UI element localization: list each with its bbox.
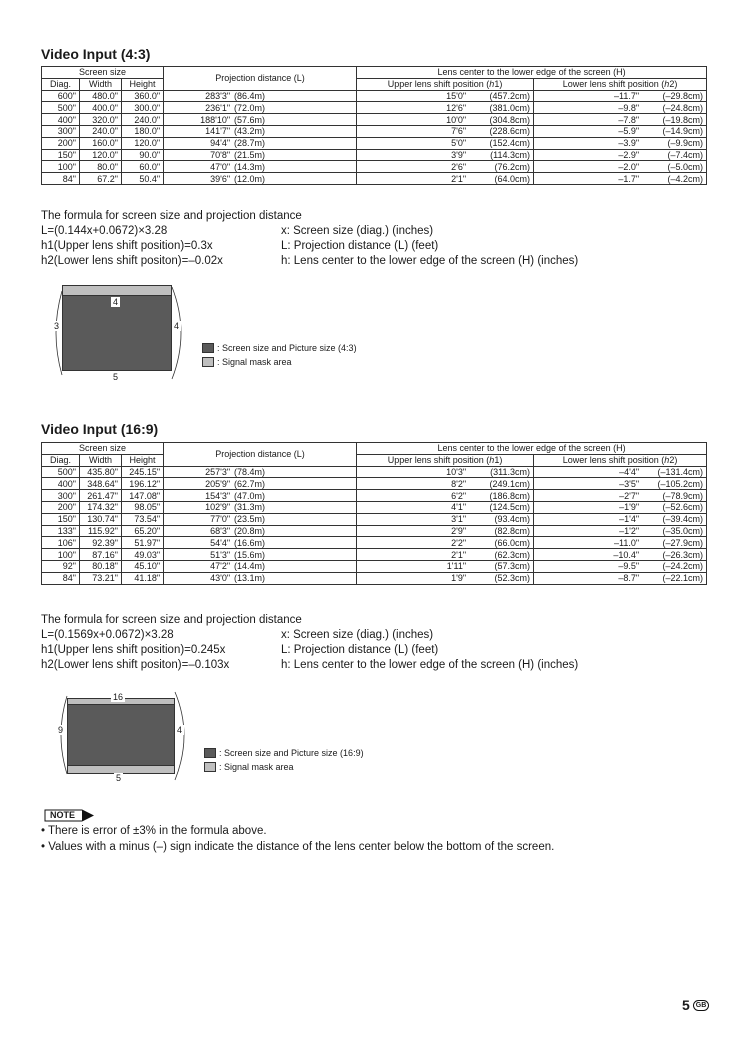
formula-l: L=(0.1569x+0.0672)×3.28 xyxy=(41,629,174,641)
cell-height: 60.0" xyxy=(122,161,164,173)
table-row xyxy=(42,125,707,137)
cell-height: 49.03" xyxy=(122,549,164,561)
cell-lower-shift: –9.5" (–24.2cm) xyxy=(534,560,707,572)
note-item: • Values with a minus (–) sign indicate the distance of the lens center below the bottom of the screen. xyxy=(41,839,554,855)
cell-projection: 236'1" (72.0m) xyxy=(164,102,357,114)
table-row xyxy=(42,137,707,149)
cell-diag: 84" xyxy=(42,572,80,584)
cell-upper-shift: 12'6" (381.0cm) xyxy=(357,102,534,114)
cell-diag: 84" xyxy=(42,173,80,185)
table-row xyxy=(42,114,707,126)
cell-width: 80.0" xyxy=(80,161,122,173)
header-height: Height xyxy=(122,78,164,90)
cell-lower-shift: –3.9" (–9.9cm) xyxy=(534,137,707,149)
cell-upper-shift: 2'6" (76.2cm) xyxy=(357,161,534,173)
note-list xyxy=(41,823,554,855)
table-row xyxy=(42,501,707,513)
diagram-label-right: 4 xyxy=(177,725,183,735)
header-width: Width xyxy=(80,454,122,466)
cell-lower-shift: –9.8" (–24.8cm) xyxy=(534,102,707,114)
cell-lower-shift: –3'5" (–105.2cm) xyxy=(534,478,707,490)
cell-width: 261.47" xyxy=(80,490,122,502)
cell-width: 73.21" xyxy=(80,572,122,584)
cell-projection: 154'3" (47.0m) xyxy=(164,490,357,502)
cell-projection: 102'9" (31.3m) xyxy=(164,501,357,513)
cell-lower-shift: –1'4" (–39.4cm) xyxy=(534,513,707,525)
cell-height: 180.0" xyxy=(122,125,164,137)
table-row xyxy=(42,149,707,161)
cell-lower-shift: –2.9" (–7.4cm) xyxy=(534,149,707,161)
cell-lower-shift: –7.8" (–19.8cm) xyxy=(534,114,707,126)
table-row xyxy=(42,537,707,549)
region-badge: GB xyxy=(693,1000,710,1011)
table-row xyxy=(42,549,707,561)
formula-h2: h2(Lower lens shift positon)=–0.103x xyxy=(41,659,230,671)
formula-h-def: h: Lens center to the lower edge of the screen (H) (inches) xyxy=(281,255,579,267)
cell-diag: 300" xyxy=(42,125,80,137)
header-lens-center: Lens center to the lower edge of the screen (H) xyxy=(357,443,707,455)
diagram-label-top: 16 xyxy=(113,692,124,702)
legend-swatch-light xyxy=(202,357,214,367)
cell-projection: 39'6" (12.0m) xyxy=(164,173,357,185)
table-row xyxy=(42,525,707,537)
cell-height: 245.15" xyxy=(122,466,164,478)
note-item: • There is error of ±3% in the formula above. xyxy=(41,823,554,839)
formula-h2: h2(Lower lens shift positon)=–0.02x xyxy=(41,255,223,267)
cell-width: 400.0" xyxy=(80,102,122,114)
legend-mask-4-3: : Signal mask area xyxy=(202,357,292,367)
formula-16-9 xyxy=(41,613,578,673)
header-projection: Projection distance (L) xyxy=(164,67,357,91)
cell-height: 360.0" xyxy=(122,90,164,102)
cell-upper-shift: 3'1" (93.4cm) xyxy=(357,513,534,525)
cell-lower-shift: –2'7" (–78.9cm) xyxy=(534,490,707,502)
cell-height: 51.97" xyxy=(122,537,164,549)
header-lower: Lower lens shift position (h2) xyxy=(534,454,707,466)
diagram-4-3 xyxy=(52,283,192,383)
cell-upper-shift: 2'1" (64.0cm) xyxy=(357,173,534,185)
table-row xyxy=(42,513,707,525)
cell-width: 435.80" xyxy=(80,466,122,478)
cell-diag: 600" xyxy=(42,90,80,102)
cell-lower-shift: –8.7" (–22.1cm) xyxy=(534,572,707,584)
cell-projection: 54'4" (16.6m) xyxy=(164,537,357,549)
cell-height: 90.0" xyxy=(122,149,164,161)
cell-width: 92.39" xyxy=(80,537,122,549)
cell-height: 65.20" xyxy=(122,525,164,537)
cell-projection: 43'0" (13.1m) xyxy=(164,572,357,584)
cell-upper-shift: 10'3" (311.3cm) xyxy=(357,466,534,478)
cell-diag: 106" xyxy=(42,537,80,549)
cell-lower-shift: –10.4" (–26.3cm) xyxy=(534,549,707,561)
cell-width: 480.0" xyxy=(80,90,122,102)
formula-l: L=(0.144x+0.0672)×3.28 xyxy=(41,225,168,237)
formula-title: The formula for screen size and projection distance xyxy=(41,210,302,222)
cell-upper-shift: 1'11" (57.3cm) xyxy=(357,560,534,572)
cell-projection: 205'9" (62.7m) xyxy=(164,478,357,490)
cell-diag: 100" xyxy=(42,161,80,173)
cell-upper-shift: 2'1" (62.3cm) xyxy=(357,549,534,561)
formula-h1: h1(Upper lens shift position)=0.245x xyxy=(41,644,226,656)
header-diag: Diag. xyxy=(42,78,80,90)
header-screen-size: Screen size xyxy=(42,67,164,79)
cell-lower-shift: –1'2" (–35.0cm) xyxy=(534,525,707,537)
table-row xyxy=(42,466,707,478)
cell-upper-shift: 1'9" (52.3cm) xyxy=(357,572,534,584)
header-lens-center: Lens center to the lower edge of the screen (H) xyxy=(357,67,707,79)
cell-lower-shift: –11.0" (–27.9cm) xyxy=(534,537,707,549)
cell-height: 41.18" xyxy=(122,572,164,584)
cell-upper-shift: 3'9" (114.3cm) xyxy=(357,149,534,161)
header-projection: Projection distance (L) xyxy=(164,443,357,467)
cell-diag: 200" xyxy=(42,137,80,149)
diagram-16-9 xyxy=(55,690,195,785)
table-4-3 xyxy=(41,66,707,185)
cell-upper-shift: 7'6" (228.6cm) xyxy=(357,125,534,137)
cell-diag: 150" xyxy=(42,149,80,161)
header-width: Width xyxy=(80,78,122,90)
cell-upper-shift: 15'0" (457.2cm) xyxy=(357,90,534,102)
cell-projection: 188'10" (57.6m) xyxy=(164,114,357,126)
picture-area xyxy=(67,704,175,766)
cell-height: 147.08" xyxy=(122,490,164,502)
diagram-label-right: 4 xyxy=(174,321,180,331)
cell-diag: 300" xyxy=(42,490,80,502)
cell-projection: 68'3" (20.8m) xyxy=(164,525,357,537)
section-title-16-9: Video Input (16:9) xyxy=(41,421,159,437)
cell-width: 160.0" xyxy=(80,137,122,149)
cell-height: 50.4" xyxy=(122,173,164,185)
diagram-label-bottom: 5 xyxy=(113,372,119,382)
table-row xyxy=(42,90,707,102)
header-upper: Upper lens shift position (h1) xyxy=(357,454,534,466)
cell-upper-shift: 8'2" (249.1cm) xyxy=(357,478,534,490)
table-row xyxy=(42,572,707,584)
table-row xyxy=(42,478,707,490)
diagram-label-left: 9 xyxy=(58,725,64,735)
legend-mask-16-9: : Signal mask area xyxy=(204,762,294,772)
cell-upper-shift: 5'0" (152.4cm) xyxy=(357,137,534,149)
cell-diag: 92" xyxy=(42,560,80,572)
cell-height: 240.0" xyxy=(122,114,164,126)
cell-width: 115.92" xyxy=(80,525,122,537)
cell-projection: 47'0" (14.3m) xyxy=(164,161,357,173)
formula-title: The formula for screen size and projection distance xyxy=(41,614,302,626)
legend-swatch-dark xyxy=(202,343,214,353)
cell-diag: 500" xyxy=(42,102,80,114)
cell-width: 130.74" xyxy=(80,513,122,525)
cell-lower-shift: –1.7" (–4.2cm) xyxy=(534,173,707,185)
cell-lower-shift: –2.0" (–5.0cm) xyxy=(534,161,707,173)
cell-diag: 150" xyxy=(42,513,80,525)
cell-projection: 77'0" (23.5m) xyxy=(164,513,357,525)
cell-width: 120.0" xyxy=(80,149,122,161)
cell-lower-shift: –11.7" (–29.8cm) xyxy=(534,90,707,102)
cell-projection: 47'2" (14.4m) xyxy=(164,560,357,572)
formula-h-def: h: Lens center to the lower edge of the screen (H) (inches) xyxy=(281,659,579,671)
page-number: 5 GB xyxy=(682,997,709,1013)
legend-swatch-light xyxy=(204,762,216,772)
cell-upper-shift: 6'2" (186.8cm) xyxy=(357,490,534,502)
cell-upper-shift: 4'1" (124.5cm) xyxy=(357,501,534,513)
cell-height: 73.54" xyxy=(122,513,164,525)
cell-upper-shift: 10'0" (304.8cm) xyxy=(357,114,534,126)
formula-x-def: x: Screen size (diag.) (inches) xyxy=(281,225,434,237)
header-upper: Upper lens shift position (h1) xyxy=(357,78,534,90)
cell-width: 87.16" xyxy=(80,549,122,561)
table-row xyxy=(42,173,707,185)
cell-lower-shift: –4'4" (–131.4cm) xyxy=(534,466,707,478)
cell-diag: 500" xyxy=(42,466,80,478)
diagram-label-left: 3 xyxy=(54,321,60,331)
cell-height: 120.0" xyxy=(122,137,164,149)
formula-l-def: L: Projection distance (L) (feet) xyxy=(281,240,439,252)
section-title-4-3: Video Input (4:3) xyxy=(41,46,151,62)
cell-width: 67.2" xyxy=(80,173,122,185)
legend-screen-4-3: : Screen size and Picture size (4:3) xyxy=(202,343,357,353)
cell-diag: 400" xyxy=(42,114,80,126)
cell-upper-shift: 2'9" (82.8cm) xyxy=(357,525,534,537)
note-badge: NOTE xyxy=(44,809,94,822)
header-diag: Diag. xyxy=(42,454,80,466)
diagram-label-bottom: 5 xyxy=(116,773,122,783)
header-lower: Lower lens shift position (h2) xyxy=(534,78,707,90)
formula-x-def: x: Screen size (diag.) (inches) xyxy=(281,629,434,641)
cell-projection: 141'7" (43.2m) xyxy=(164,125,357,137)
table-row xyxy=(42,161,707,173)
table-row xyxy=(42,560,707,572)
cell-height: 196.12" xyxy=(122,478,164,490)
cell-diag: 200" xyxy=(42,501,80,513)
cell-projection: 257'3" (78.4m) xyxy=(164,466,357,478)
cell-projection: 51'3" (15.6m) xyxy=(164,549,357,561)
diagram-label-top: 4 xyxy=(113,297,119,307)
cell-width: 348.64" xyxy=(80,478,122,490)
cell-projection: 70'8" (21.5m) xyxy=(164,149,357,161)
legend-screen-16-9: : Screen size and Picture size (16:9) xyxy=(204,748,364,758)
cell-height: 300.0" xyxy=(122,102,164,114)
cell-projection: 283'3" (86.4m) xyxy=(164,90,357,102)
cell-projection: 94'4" (28.7m) xyxy=(164,137,357,149)
cell-diag: 133" xyxy=(42,525,80,537)
cell-width: 80.18" xyxy=(80,560,122,572)
cell-diag: 100" xyxy=(42,549,80,561)
cell-lower-shift: –5.9" (–14.9cm) xyxy=(534,125,707,137)
table-row xyxy=(42,102,707,114)
cell-lower-shift: –1'9" (–52.6cm) xyxy=(534,501,707,513)
legend-swatch-dark xyxy=(204,748,216,758)
table-row xyxy=(42,490,707,502)
table-16-9 xyxy=(41,442,707,585)
formula-l-def: L: Projection distance (L) (feet) xyxy=(281,644,439,656)
cell-width: 174.32" xyxy=(80,501,122,513)
formula-h1: h1(Upper lens shift position)=0.3x xyxy=(41,240,213,252)
cell-width: 240.0" xyxy=(80,125,122,137)
cell-height: 45.10" xyxy=(122,560,164,572)
cell-diag: 400" xyxy=(42,478,80,490)
header-height: Height xyxy=(122,454,164,466)
formula-4-3 xyxy=(41,209,578,269)
header-screen-size: Screen size xyxy=(42,443,164,455)
cell-upper-shift: 2'2" (66.0cm) xyxy=(357,537,534,549)
cell-width: 320.0" xyxy=(80,114,122,126)
cell-height: 98.05" xyxy=(122,501,164,513)
